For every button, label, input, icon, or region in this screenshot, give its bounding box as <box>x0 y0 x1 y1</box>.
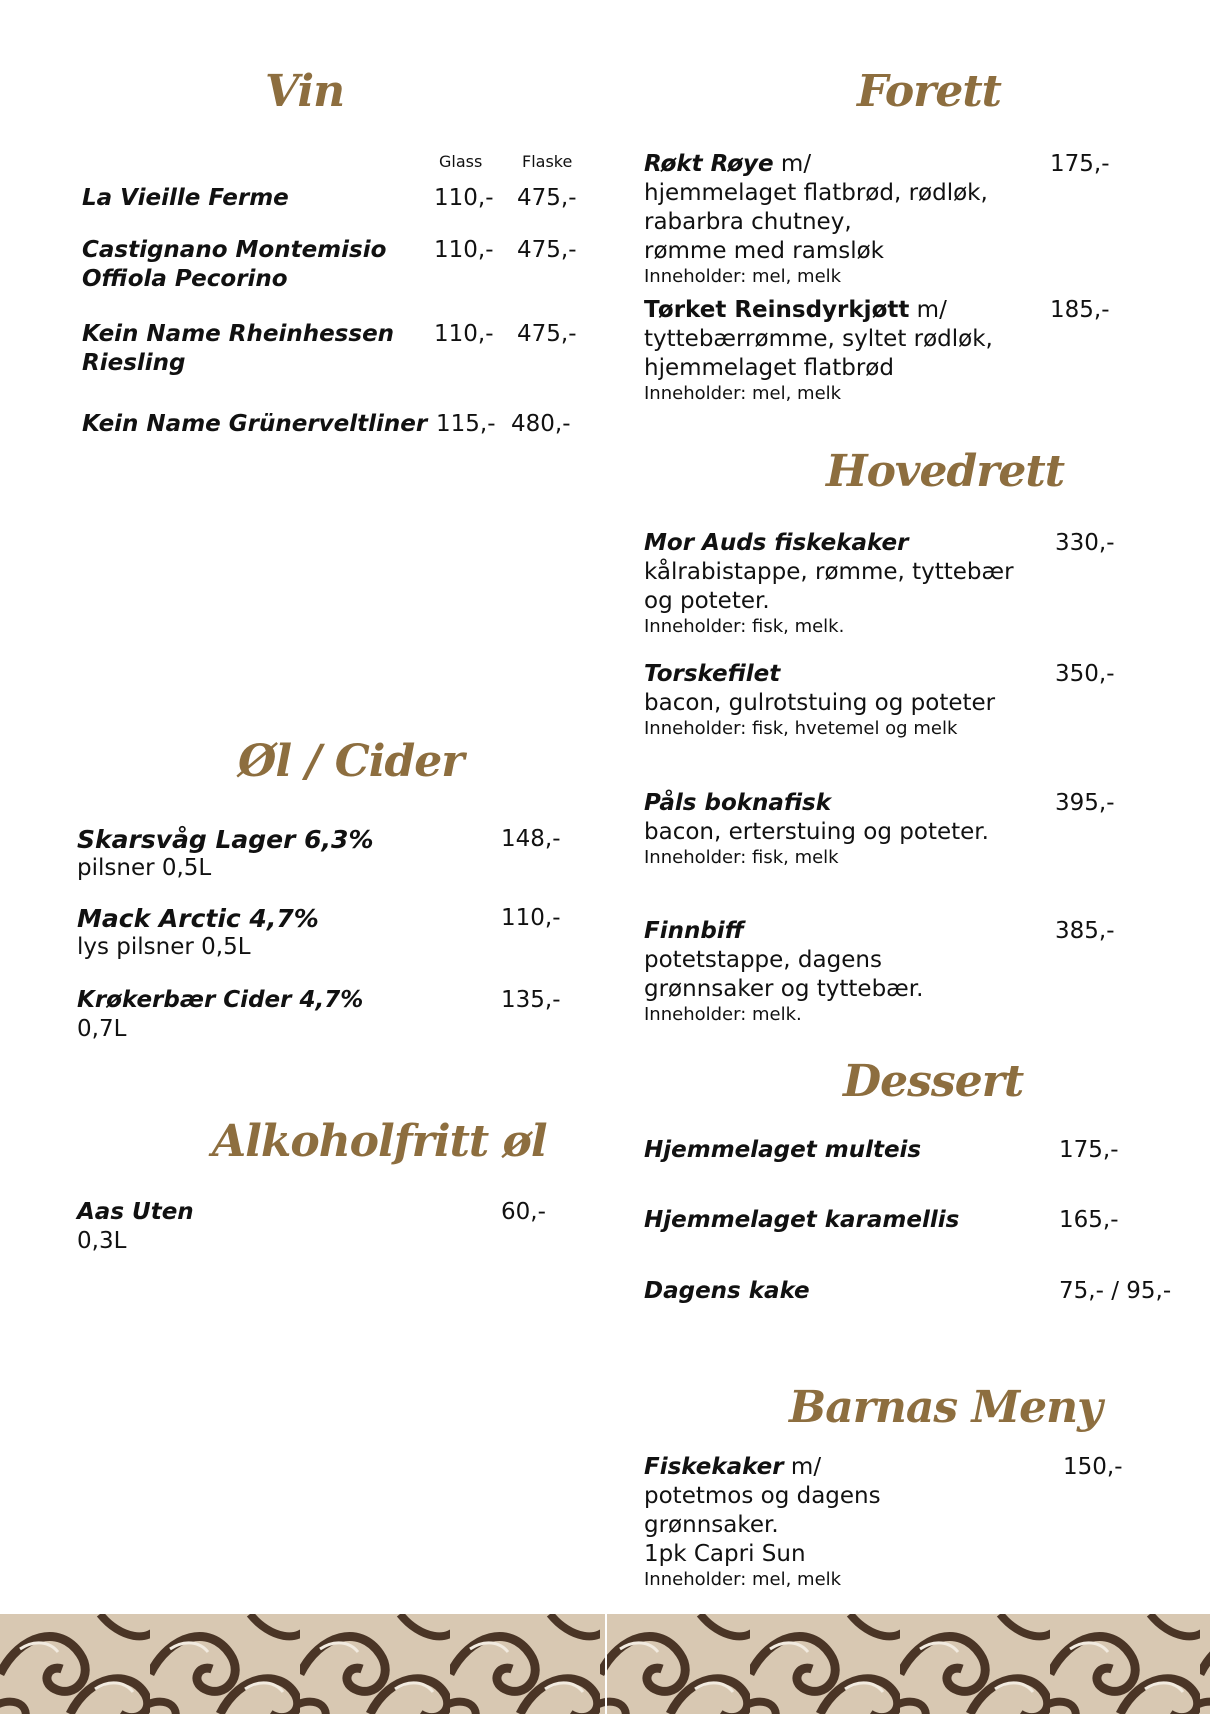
main-price: 385,- <box>1055 918 1115 944</box>
starter-suffix: m/ <box>909 297 947 323</box>
wine-name: La Vieille Ferme <box>82 185 289 211</box>
main-allergens: Inneholder: melk. <box>644 1004 802 1025</box>
dessert-price: 175,- <box>1059 1137 1119 1163</box>
beer-price: 110,- <box>501 905 561 931</box>
kids-name: Fiskekaker <box>644 1454 784 1480</box>
wine-name: Kein Name Rheinhessen Riesling <box>82 321 395 376</box>
dessert-heading: Dessert <box>843 1056 1024 1107</box>
beer-price: 135,- <box>501 987 561 1013</box>
wine-bottle-price: 475,- <box>517 185 577 211</box>
hovedrett-heading: Hovedrett <box>826 446 1065 497</box>
main-desc: bacon, gulrotstuing og poteter <box>644 690 996 716</box>
dessert-price: 75,- / 95,- <box>1059 1278 1172 1304</box>
main-allergens: Inneholder: fisk, melk <box>644 847 839 868</box>
dessert-price: 165,- <box>1059 1207 1119 1233</box>
beer-item <box>77 986 477 1044</box>
starter-desc: hjemmelaget flatbrød <box>644 355 894 381</box>
kids-desc: grønnsaker. <box>644 1512 779 1538</box>
main-item <box>644 917 1044 1026</box>
starter-desc: rømme med ramsløk <box>644 238 884 264</box>
swirl-pattern-footer <box>0 1614 1210 1714</box>
beer-desc: pilsner 0,5L <box>77 855 212 881</box>
beer-name: Mack Arctic 4,7% <box>77 904 319 933</box>
main-desc: bacon, erterstuing og poteter. <box>644 819 989 845</box>
starter-name: Tørket Reinsdyrkjøtt <box>644 297 910 323</box>
starter-allergens: Inneholder: mel, melk <box>644 383 842 404</box>
beer-desc: lys pilsner 0,5L <box>77 934 251 960</box>
wine-bottle-price: 480,- <box>511 411 571 437</box>
vin-heading: Vin <box>265 66 345 117</box>
main-price: 395,- <box>1055 790 1115 816</box>
beer-item <box>77 904 477 962</box>
beer-name: Krøkerbær Cider 4,7% <box>77 987 364 1013</box>
dessert-name: Hjemmelaget multeis <box>644 1137 922 1163</box>
kids-desc: potetmos og dagens <box>644 1483 881 1509</box>
starter-desc: rabarbra chutney, <box>644 209 852 235</box>
vin-col-bottle: Flaske <box>522 152 573 171</box>
wine-name: Castignano Montemisio Offiola Pecorino <box>82 237 387 292</box>
wine-glass-price: 110,- <box>434 321 494 347</box>
beer-item <box>77 825 477 883</box>
nonalc-item <box>77 1198 477 1256</box>
main-item <box>644 660 1044 740</box>
wine-bottle-price: 475,- <box>517 321 577 347</box>
wine-bottle-price: 475,- <box>517 237 577 263</box>
main-desc: grønnsaker og tyttebær. <box>644 976 924 1002</box>
main-name: Torskefilet <box>644 661 781 687</box>
vin-col-glass: Glass <box>439 152 483 171</box>
main-allergens: Inneholder: fisk, hvetemel og melk <box>644 718 958 739</box>
starter-desc: hjemmelaget flatbrød, rødløk, <box>644 180 988 206</box>
starter-suffix: m/ <box>773 151 812 177</box>
beer-price: 148,- <box>501 826 561 852</box>
wine-glass-price: 115,- <box>436 411 496 437</box>
main-item <box>644 789 1044 869</box>
forett-heading: Forett <box>857 66 1002 117</box>
starter-name: Røkt Røye <box>644 151 774 177</box>
ol-cider-heading: Øl / Cider <box>238 736 464 787</box>
dessert-name: Hjemmelaget karamellis <box>644 1207 960 1233</box>
main-desc: kålrabistappe, rømme, tyttebær <box>644 559 1014 585</box>
nonalc-name: Aas Uten <box>77 1199 194 1225</box>
kids-allergens: Inneholder: mel, melk <box>644 1569 842 1590</box>
main-item <box>644 529 1044 638</box>
main-desc: potetstappe, dagens <box>644 947 882 973</box>
wine-glass-price: 110,- <box>434 237 494 263</box>
barnas-meny-heading: Barnas Meny <box>789 1382 1102 1433</box>
main-name: Påls boknafisk <box>644 790 832 816</box>
starter-item <box>644 150 1044 288</box>
nonalc-desc: 0,3L <box>77 1228 127 1254</box>
beer-desc: 0,7L <box>77 1016 127 1042</box>
alkoholfritt-heading: Alkoholfritt øl <box>212 1116 547 1167</box>
main-price: 330,- <box>1055 530 1115 556</box>
wine-name: Kein Name Grünerveltliner <box>82 411 428 437</box>
kids-desc: 1pk Capri Sun <box>644 1541 806 1567</box>
swirl-pattern-icon <box>0 1614 1210 1714</box>
dessert-name: Dagens kake <box>644 1278 810 1304</box>
kids-item <box>644 1453 1044 1591</box>
main-price: 350,- <box>1055 661 1115 687</box>
main-allergens: Inneholder: fisk, melk. <box>644 616 845 637</box>
starter-price: 175,- <box>1050 151 1110 177</box>
main-name: Mor Auds fiskekaker <box>644 530 909 556</box>
main-desc: og poteter. <box>644 588 770 614</box>
wine-glass-price: 110,- <box>434 185 494 211</box>
starter-price: 185,- <box>1050 297 1110 323</box>
nonalc-price: 60,- <box>501 1199 546 1225</box>
starter-item <box>644 296 1044 405</box>
starter-allergens: Inneholder: mel, melk <box>644 266 842 287</box>
starter-desc: tyttebærrømme, syltet rødløk, <box>644 326 993 352</box>
main-name: Finnbiff <box>644 918 744 944</box>
kids-price: 150,- <box>1063 1454 1123 1480</box>
kids-suffix: m/ <box>783 1454 822 1480</box>
beer-name: Skarsvåg Lager 6,3% <box>77 825 374 854</box>
